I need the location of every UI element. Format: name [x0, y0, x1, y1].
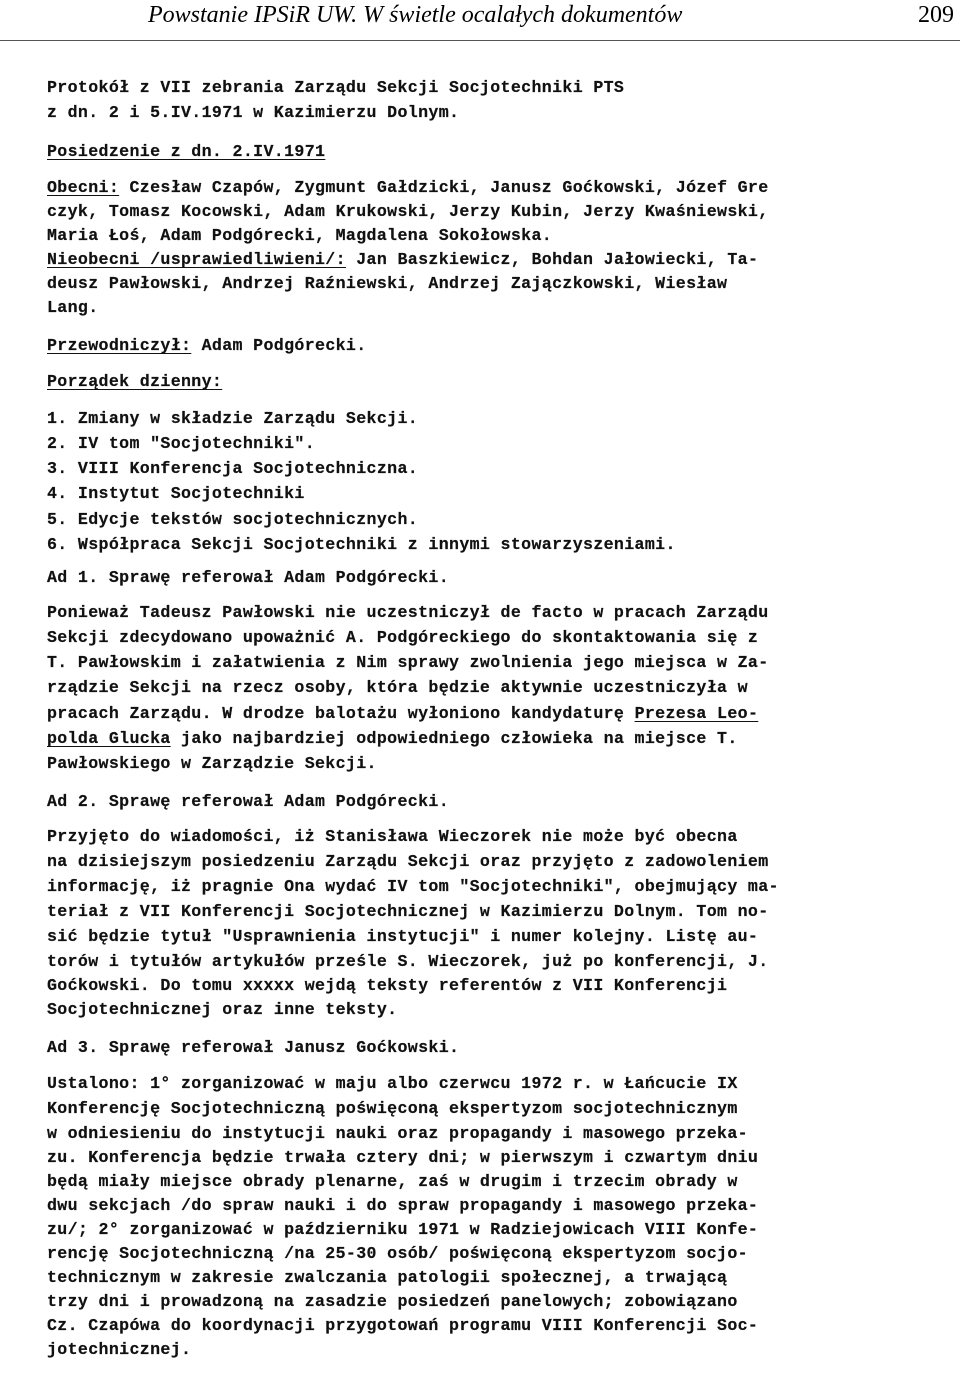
- ad3-line: Konferencję Socjotechniczną poświęconą ekspertyzom socjotechnicznym: [47, 1099, 738, 1118]
- agenda-item: 5. Edycje tekstów socjotechnicznych.: [47, 510, 419, 529]
- absent-line-2: deusz Pawłowski, Andrzej Raźniewski, Andrzej Zajączkowski, Wiesław: [47, 274, 728, 293]
- ad3-line: w odniesieniu do instytucji nauki oraz propagandy i masowego przeka-: [47, 1124, 748, 1143]
- absent-names-1: Jan Baszkiewicz, Bohdan Jałowiecki, Ta-: [345, 250, 759, 269]
- page-number: 209: [918, 2, 954, 28]
- ad3-line: rencję Socjotechniczną /na 25-30 osób/ poświęconą ekspertyzom socjo-: [47, 1244, 748, 1263]
- ad3-line: Cz. Czapówa do koordynacji przygotowań programu VIII Konferencji Soc-: [47, 1316, 759, 1335]
- ad3-line: jotechnicznej.: [47, 1340, 192, 1359]
- agenda-item: 2. IV tom "Socjotechniki".: [47, 434, 316, 453]
- ad1-underlined-name-1: Prezesa Leo-: [634, 704, 759, 723]
- ad2-line: teriał z VII Konferencji Socjotechnicznej w Kazimierzu Dolnym. Tom no-: [47, 902, 769, 921]
- present-label: Obecni:: [47, 178, 120, 197]
- ad3-line: zu. Konferencja będzie trwała cztery dni; w pierwszym i czwartym dniu: [47, 1148, 759, 1167]
- present-line-3: Maria Łoś, Adam Podgórecki, Magdalena Sokołowska.: [47, 226, 553, 245]
- agenda-item: 1. Zmiany w składzie Zarządu Sekcji.: [47, 409, 419, 428]
- ad1-title: Ad 1. Sprawę referował Adam Podgórecki.: [47, 568, 450, 587]
- document-heading-line-1: Protokół z VII zebrania Zarządu Sekcji Socjotechniki PTS: [47, 78, 625, 97]
- chair-label: Przewodniczył:: [47, 336, 192, 355]
- ad1-line-6-text: jako najbardziej odpowiedniego człowieka na miejsce T.: [170, 729, 738, 748]
- ad3-line: trzy dni i prowadzoną na zasadzie posiedzeń panelowych; zobowiązano: [47, 1292, 738, 1311]
- scanned-document: [0, 70, 960, 1370]
- ad1-line: [47, 729, 738, 749]
- present-line-1: [47, 178, 769, 198]
- chair-line: [47, 336, 367, 356]
- ad1-line: rządzie Sekcji na rzecz osoby, która będzie aktywnie uczestniczyła w: [47, 678, 748, 697]
- ad1-line-5-text: pracach Zarządu. W drodze balotażu wyłoniono kandydaturę: [47, 704, 635, 723]
- ad2-line: sić będzie tytuł "Usprawnienia instytucji" i numer kolejny. Listę au-: [47, 927, 759, 946]
- page-header: [0, 0, 960, 41]
- ad1-line: T. Pawłowskim i załatwienia z Nim sprawy zwolnienia jego miejsca w Za-: [47, 653, 769, 672]
- agenda-item: 3. VIII Konferencja Socjotechniczna.: [47, 459, 419, 478]
- ad2-line: informację, iż pragnie Ona wydać IV tom "Socjotechniki", obejmujący ma-: [47, 877, 779, 896]
- ad1-line: Pawłowskiego w Zarządzie Sekcji.: [47, 754, 377, 773]
- ad2-line: torów i tytułów artykułów prześle S. Wieczorek, już po konferencji, J.: [47, 952, 769, 971]
- ad3-line: technicznym w zakresie zwalczania patologii społecznej, a trwającą: [47, 1268, 728, 1287]
- ad2-line: Socjotechnicznej oraz inne teksty.: [47, 1000, 398, 1019]
- absent-label: Nieobecni /usprawiedliwieni/:: [47, 250, 346, 269]
- agenda-item: 4. Instytut Socjotechniki: [47, 484, 305, 503]
- ad3-line: dwu sekcjach /do spraw nauki i do spraw propagandy i masowego przeka-: [47, 1196, 759, 1215]
- agenda-label: Porządek dzienny:: [47, 372, 223, 391]
- absent-line-1: [47, 250, 758, 270]
- ad2-line: na dzisiejszym posiedzeniu Zarządu Sekcji oraz przyjęto z zadowoleniem: [47, 852, 769, 871]
- present-line-2: czyk, Tomasz Kocowski, Adam Krukowski, Jerzy Kubin, Jerzy Kwaśniewski,: [47, 202, 769, 221]
- chair-value: Adam Podgórecki.: [191, 336, 367, 355]
- running-title: Powstanie IPSiR UW. W świetle ocalałych dokumentów: [148, 2, 683, 28]
- session-date: Posiedzenie z dn. 2.IV.1971: [47, 142, 326, 161]
- ad2-title: Ad 2. Sprawę referował Adam Podgórecki.: [47, 792, 450, 811]
- ad1-line: Ponieważ Tadeusz Pawłowski nie uczestniczył de facto w pracach Zarządu: [47, 603, 769, 622]
- present-names-1: Czesław Czapów, Zygmunt Gałdzicki, Janusz Goćkowski, Józef Gre: [119, 178, 769, 197]
- ad2-line: Przyjęto do wiadomości, iż Stanisława Wieczorek nie może być obecna: [47, 827, 738, 846]
- agenda-item: 6. Współpraca Sekcji Socjotechniki z innymi stowarzyszeniami.: [47, 535, 676, 554]
- ad1-line: [47, 704, 758, 724]
- ad3-line: zu/; 2° zorganizować w październiku 1971 w Radziejowicach VIII Konfe-: [47, 1220, 759, 1239]
- absent-line-3: Lang.: [47, 298, 99, 317]
- ad3-line: będą miały miejsce obrady plenarne, zaś w drugim i trzecim obrady w: [47, 1172, 738, 1191]
- ad3-title: Ad 3. Sprawę referował Janusz Goćkowski.: [47, 1038, 460, 1057]
- document-heading-line-2: z dn. 2 i 5.IV.1971 w Kazimierzu Dolnym.: [47, 103, 460, 122]
- ad3-line: Ustalono: 1° zorganizować w maju albo czerwcu 1972 r. w Łańcucie IX: [47, 1074, 738, 1093]
- ad2-line: Goćkowski. Do tomu xxxxx wejdą teksty referentów z VII Konferencji: [47, 976, 728, 995]
- ad1-line: Sekcji zdecydowano upoważnić A. Podgóreckiego do skontaktowania się z: [47, 628, 759, 647]
- ad1-underlined-name-2: polda Glucka: [47, 729, 171, 748]
